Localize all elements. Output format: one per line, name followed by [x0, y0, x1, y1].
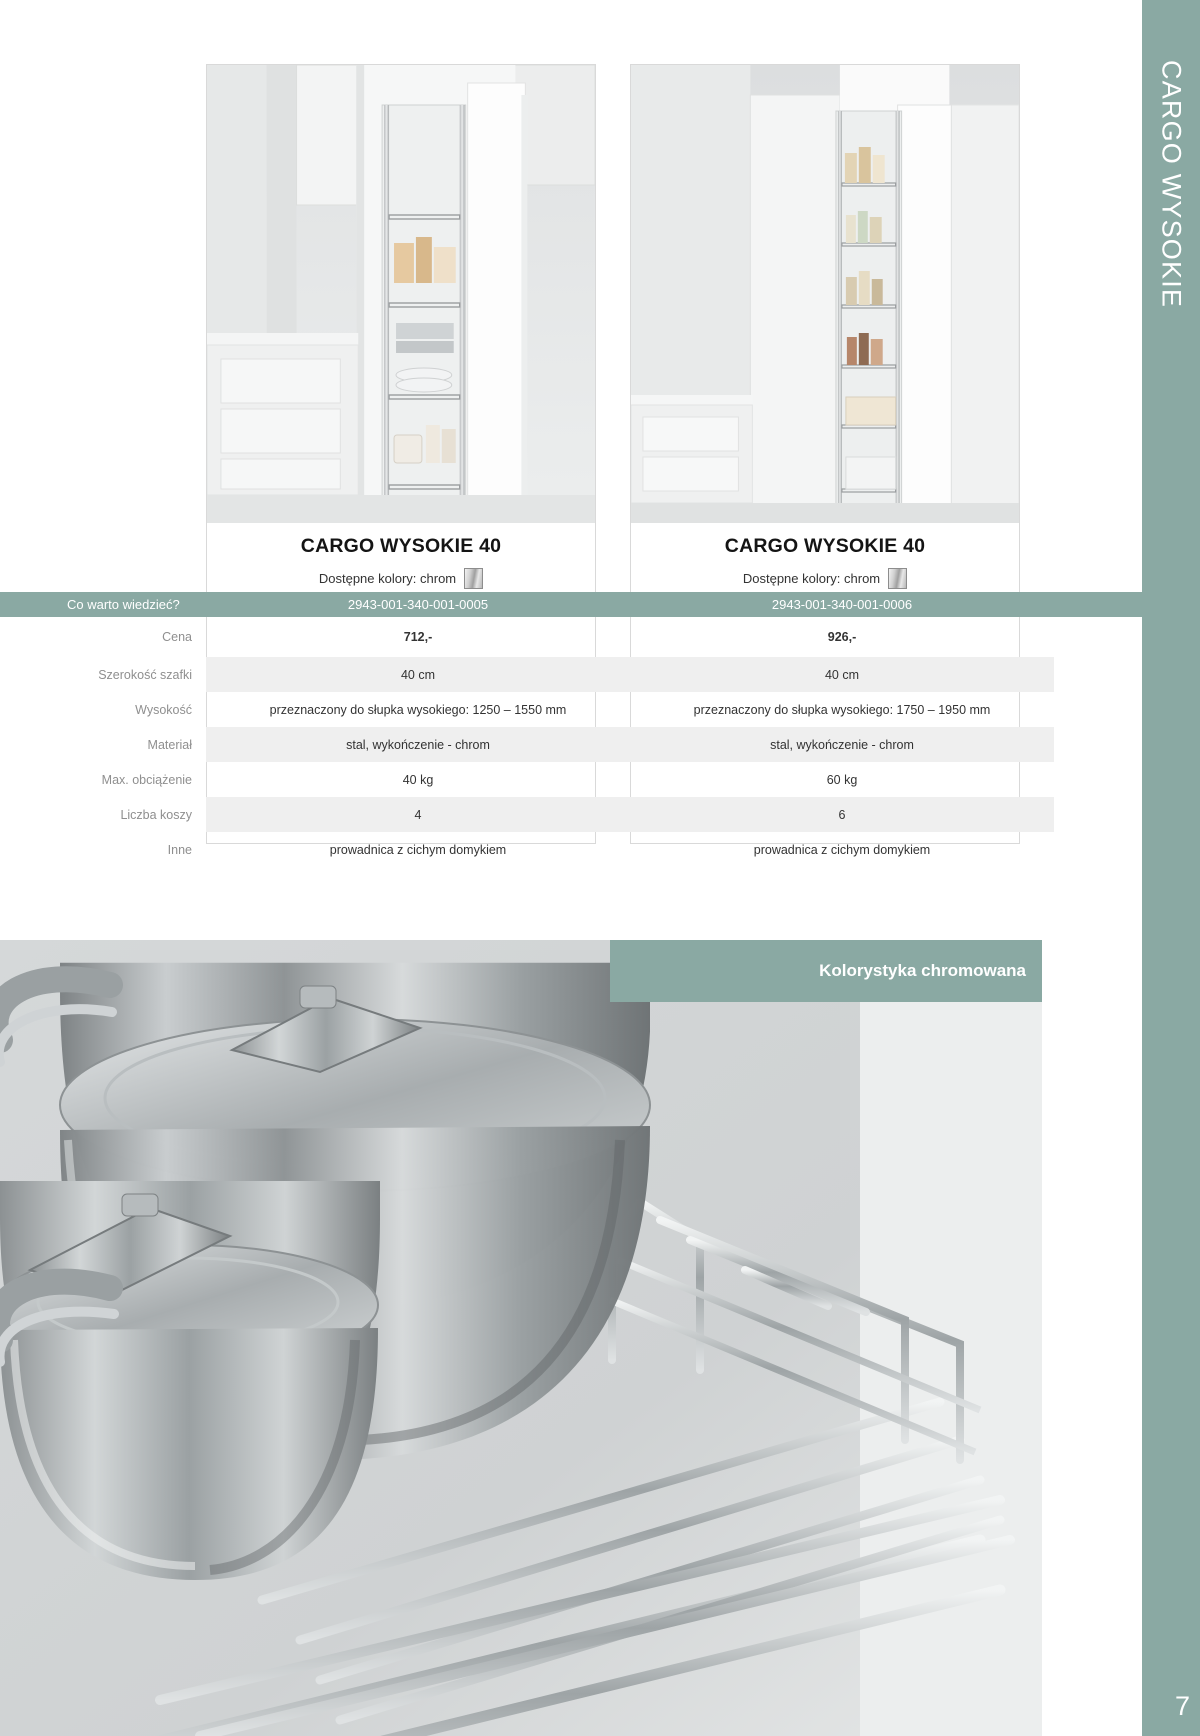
width-left: 40 cm	[206, 657, 630, 692]
baskets-left: 4	[206, 797, 630, 832]
row-label-price: Cena	[162, 630, 192, 644]
load-left: 40 kg	[402, 772, 434, 787]
category-band-label: CARGO WYSOKIE	[1156, 60, 1187, 309]
chrom-swatch-icon	[888, 568, 907, 589]
kitchen-scene-illustration-right	[631, 65, 1019, 523]
row-label-other: Inne	[167, 842, 192, 857]
table-row-baskets	[0, 797, 1142, 832]
product-colors	[631, 568, 1019, 589]
category-band	[1142, 0, 1200, 940]
product-colors-label: Dostępne kolory: chrom	[742, 571, 881, 586]
material-right: stal, wykończenie - chrom	[630, 727, 1054, 762]
chrome-basket-pots-illustration	[0, 940, 1042, 1736]
category-band-lower	[1142, 940, 1200, 1736]
row-label-baskets: Liczba koszy	[120, 807, 192, 822]
height-right: przeznaczony do słupka wysokiego: 1750 – 1950 mm	[693, 702, 991, 717]
table-row-height	[0, 692, 1142, 727]
product-code-left: 2943-001-340-001-0005	[347, 597, 489, 612]
material-left: stal, wykończenie - chrom	[206, 727, 630, 762]
spec-table	[0, 592, 1142, 867]
row-label-load: Max. obciążenie	[101, 772, 192, 787]
table-header-row	[0, 592, 1142, 617]
chrom-swatch-icon	[464, 568, 483, 589]
baskets-right: 6	[630, 797, 1054, 832]
bottom-caption-text: Kolorystyka chromowana	[819, 961, 1026, 980]
page-number: 7	[1174, 1691, 1190, 1721]
row-label-height: Wysokość	[135, 702, 192, 717]
table-header-label: Co warto wiedzieć?	[67, 597, 180, 612]
other-left: prowadnica z cichym domykiem	[329, 842, 507, 857]
row-label-material: Materiał	[147, 737, 192, 752]
load-right: 60 kg	[826, 772, 858, 787]
height-left: przeznaczony do słupka wysokiego: 1250 – 1550 mm	[269, 702, 567, 717]
row-label-width: Szerokość szafki	[98, 667, 192, 682]
table-row-other	[0, 832, 1142, 867]
strip-spacer	[1042, 940, 1142, 1002]
product-photo-left	[207, 65, 595, 523]
product-photo-right	[631, 65, 1019, 523]
other-right: prowadnica z cichym domykiem	[753, 842, 931, 857]
kitchen-scene-illustration-left	[207, 65, 595, 523]
product-title: CARGO WYSOKIE 40	[724, 535, 926, 557]
table-row-price	[0, 617, 1142, 657]
table-row-width	[0, 657, 1142, 692]
hero-photo	[0, 940, 1042, 1736]
product-title: CARGO WYSOKIE 40	[300, 535, 502, 557]
table-row-material	[0, 727, 1142, 762]
width-right: 40 cm	[630, 657, 1054, 692]
product-code-right: 2943-001-340-001-0006	[771, 597, 913, 612]
price-right: 926,-	[827, 630, 857, 644]
bottom-caption-strip	[610, 940, 1042, 1002]
product-colors-label: Dostępne kolory: chrom	[318, 571, 457, 586]
price-left: 712,-	[403, 630, 433, 644]
category-band-label-wrap	[1142, 60, 1200, 420]
product-colors	[207, 568, 595, 589]
table-row-load	[0, 762, 1142, 797]
